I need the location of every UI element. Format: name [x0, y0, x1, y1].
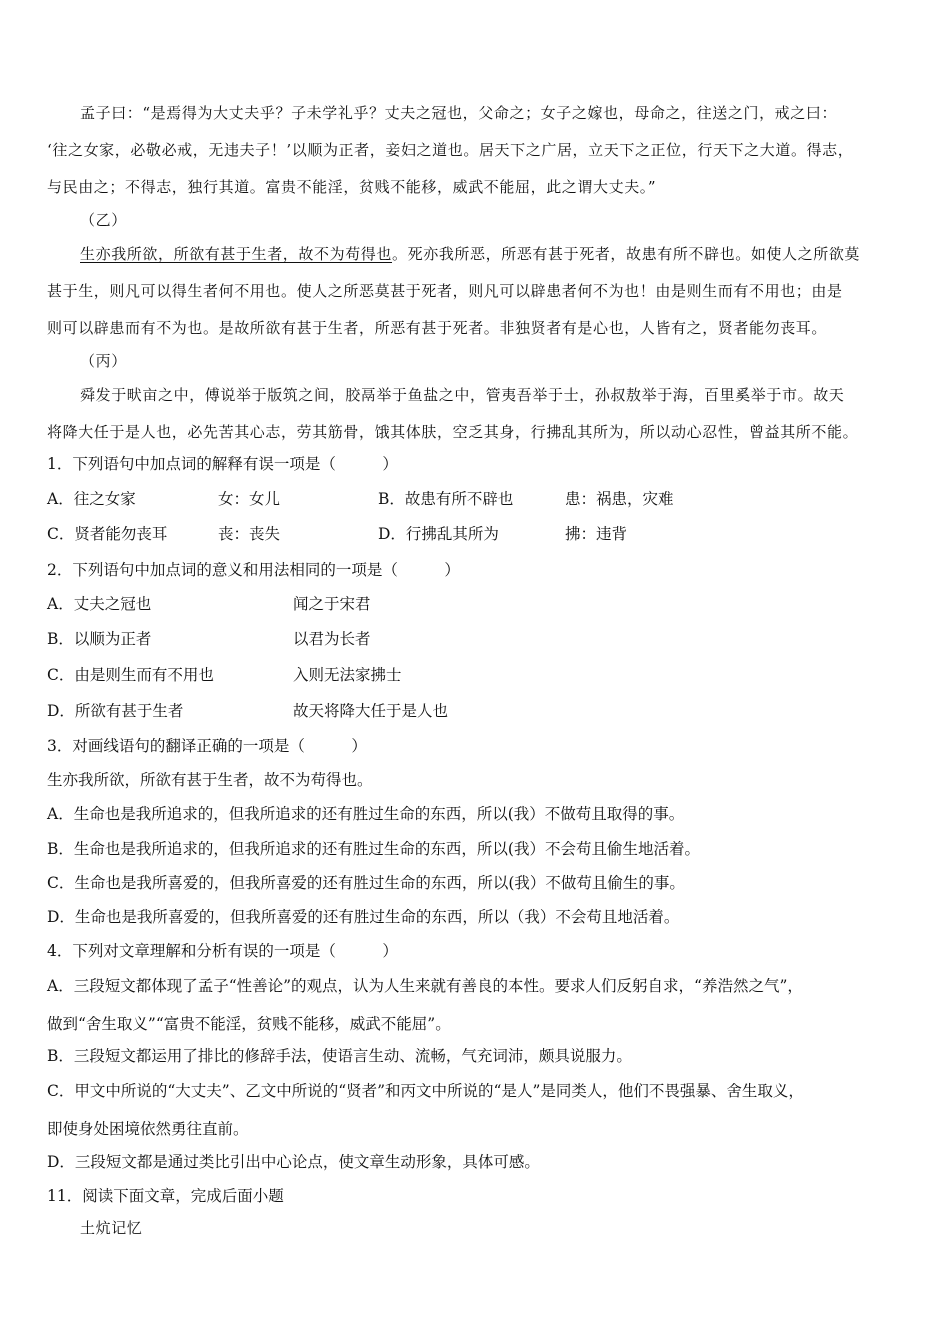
- q1-option-a-explanation: 女：女儿: [218, 490, 281, 508]
- q3-option-a: A．生命也是我所追求的，但我所追求的还有胜过生命的东西，所以(我）不做苟且取得的事。: [47, 805, 685, 823]
- reading-title: 土炕记忆: [80, 1219, 143, 1237]
- q1-option-a: A．往之女家: [47, 490, 136, 508]
- q4-option-a-line-2: 做到“舍生取义”“富贵不能淫，贫贱不能移，威武不能屈”。: [47, 1015, 451, 1033]
- q2-option-c-compare: 入则无法家拂士: [293, 666, 402, 684]
- q1-option-b-explanation: 患：祸患，灾难: [565, 490, 674, 508]
- q4-option-b: B．三段短文都运用了排比的修辞手法，使语言生动、流畅，气充词沛，颇具说服力。: [47, 1047, 632, 1065]
- q1-option-b: B．故患有所不辟也: [378, 490, 514, 508]
- passage-jia-line-1: 孟子曰：“是焉得为大丈夫乎？子未学礼乎？丈夫之冠也，父命之；女子之嫁也，母命之，往送之门，戒之曰：: [80, 104, 838, 122]
- q3-option-c: C．生命也是我所喜爱的，但我所喜爱的还有胜过生命的东西，所以(我）不做苟且偷生的事。: [47, 874, 685, 892]
- passage-jia-line-2: ‘往之女家，必敬必戒，无违夫子！’以顺为正者，妾妇之道也。居天下之广居，立天下之正位，行天下之大道。得志，: [47, 141, 854, 159]
- q2-option-a: A．丈夫之冠也: [47, 595, 152, 613]
- q4-stem: 4．下列对文章理解和分析有误的一项是（ ）: [47, 942, 398, 960]
- q11-stem: 11．阅读下面文章，完成后面小题: [47, 1187, 284, 1205]
- q2-option-d: D．所欲有甚于生者: [47, 702, 184, 720]
- q4-option-c-line-2: 即使身处困境依然勇往直前。: [47, 1120, 249, 1138]
- q1-option-d-explanation: 拂：违背: [565, 525, 628, 543]
- q3-sentence: 生亦我所欲，所欲有甚于生者，故不为苟得也。: [47, 771, 373, 789]
- q3-option-b: B．生命也是我所追求的，但我所追求的还有胜过生命的东西，所以(我）不会苟且偷生地活着。: [47, 840, 700, 858]
- passage-yi-line-1-rest: 。死亦我所恶，所恶有甚于死者，故患有所不辟也。如使人之所欲莫: [392, 245, 861, 263]
- q2-option-b: B．以顺为正者: [47, 630, 152, 648]
- q1-stem: 1．下列语句中加点词的解释有误一项是（ ）: [47, 455, 398, 473]
- q2-option-b-compare: 以君为长者: [293, 630, 371, 648]
- passage-yi-line-1: [80, 244, 860, 264]
- q2-stem: 2．下列语句中加点词的意义和用法相同的一项是（ ）: [47, 561, 460, 579]
- passage-bing-label: （丙）: [80, 352, 127, 370]
- q1-option-c-explanation: 丧：丧失: [218, 525, 281, 543]
- passage-bing-line-2: 将降大任于是人也，必先苦其心志，劳其筋骨，饿其体肤，空乏其身，行拂乱其所为，所以动心忍性，曾益其所不能。: [47, 423, 859, 441]
- q3-stem: 3．对画线语句的翻译正确的一项是（ ）: [47, 737, 367, 755]
- passage-yi-label: （乙）: [80, 211, 127, 229]
- q1-option-c: C．贤者能勿丧耳: [47, 525, 168, 543]
- q4-option-d: D．三段短文都是通过类比引出中心论点，使文章生动形象，具体可感。: [47, 1153, 540, 1171]
- q2-option-c: C．由是则生而有不用也: [47, 666, 214, 684]
- passage-yi-line-3: 则可以辟患而有不为也。是故所欲有甚于生者，所恶有甚于死者。非独贤者有是心也，人皆有之，贤者能勿丧耳。: [47, 319, 828, 337]
- q1-option-d: D．行拂乱其所为: [378, 525, 499, 543]
- q2-option-d-compare: 故天将降大任于是人也: [293, 702, 449, 720]
- q4-option-a-line-1: A．三段短文都体现了孟子“性善论”的观点，认为人生来就有善良的本性。要求人们反躬自求，“养浩然之气”，: [47, 977, 803, 995]
- q3-option-d: D．生命也是我所喜爱的，但我所喜爱的还有胜过生命的东西，所以（我）不会苟且地活着。: [47, 908, 680, 926]
- q2-option-a-compare: 闻之于宋君: [293, 595, 371, 613]
- passage-jia-line-3: 与民由之；不得志，独行其道。富贵不能淫，贫贱不能移，威武不能屈，此之谓大丈夫。”: [47, 178, 657, 196]
- passage-bing-line-1: 舜发于畎亩之中，傅说举于版筑之间，胶鬲举于鱼盐之中，管夷吾举于士，孙叔敖举于海，百里奚举于市。故天: [80, 386, 845, 404]
- q4-option-c-line-1: C．甲文中所说的“大丈夫”、乙文中所说的“贤者”和丙文中所说的“是人”是同类人，他们不畏强暴、舍生取义，: [47, 1082, 804, 1100]
- underlined-sentence: 生亦我所欲，所欲有甚于生者，故不为苟得也: [80, 245, 393, 263]
- passage-yi-line-2: 甚于生，则凡可以得生者何不用也。使人之所恶莫甚于死者，则凡可以辟患者何不为也！由是则生而有不用也；由是: [47, 282, 843, 300]
